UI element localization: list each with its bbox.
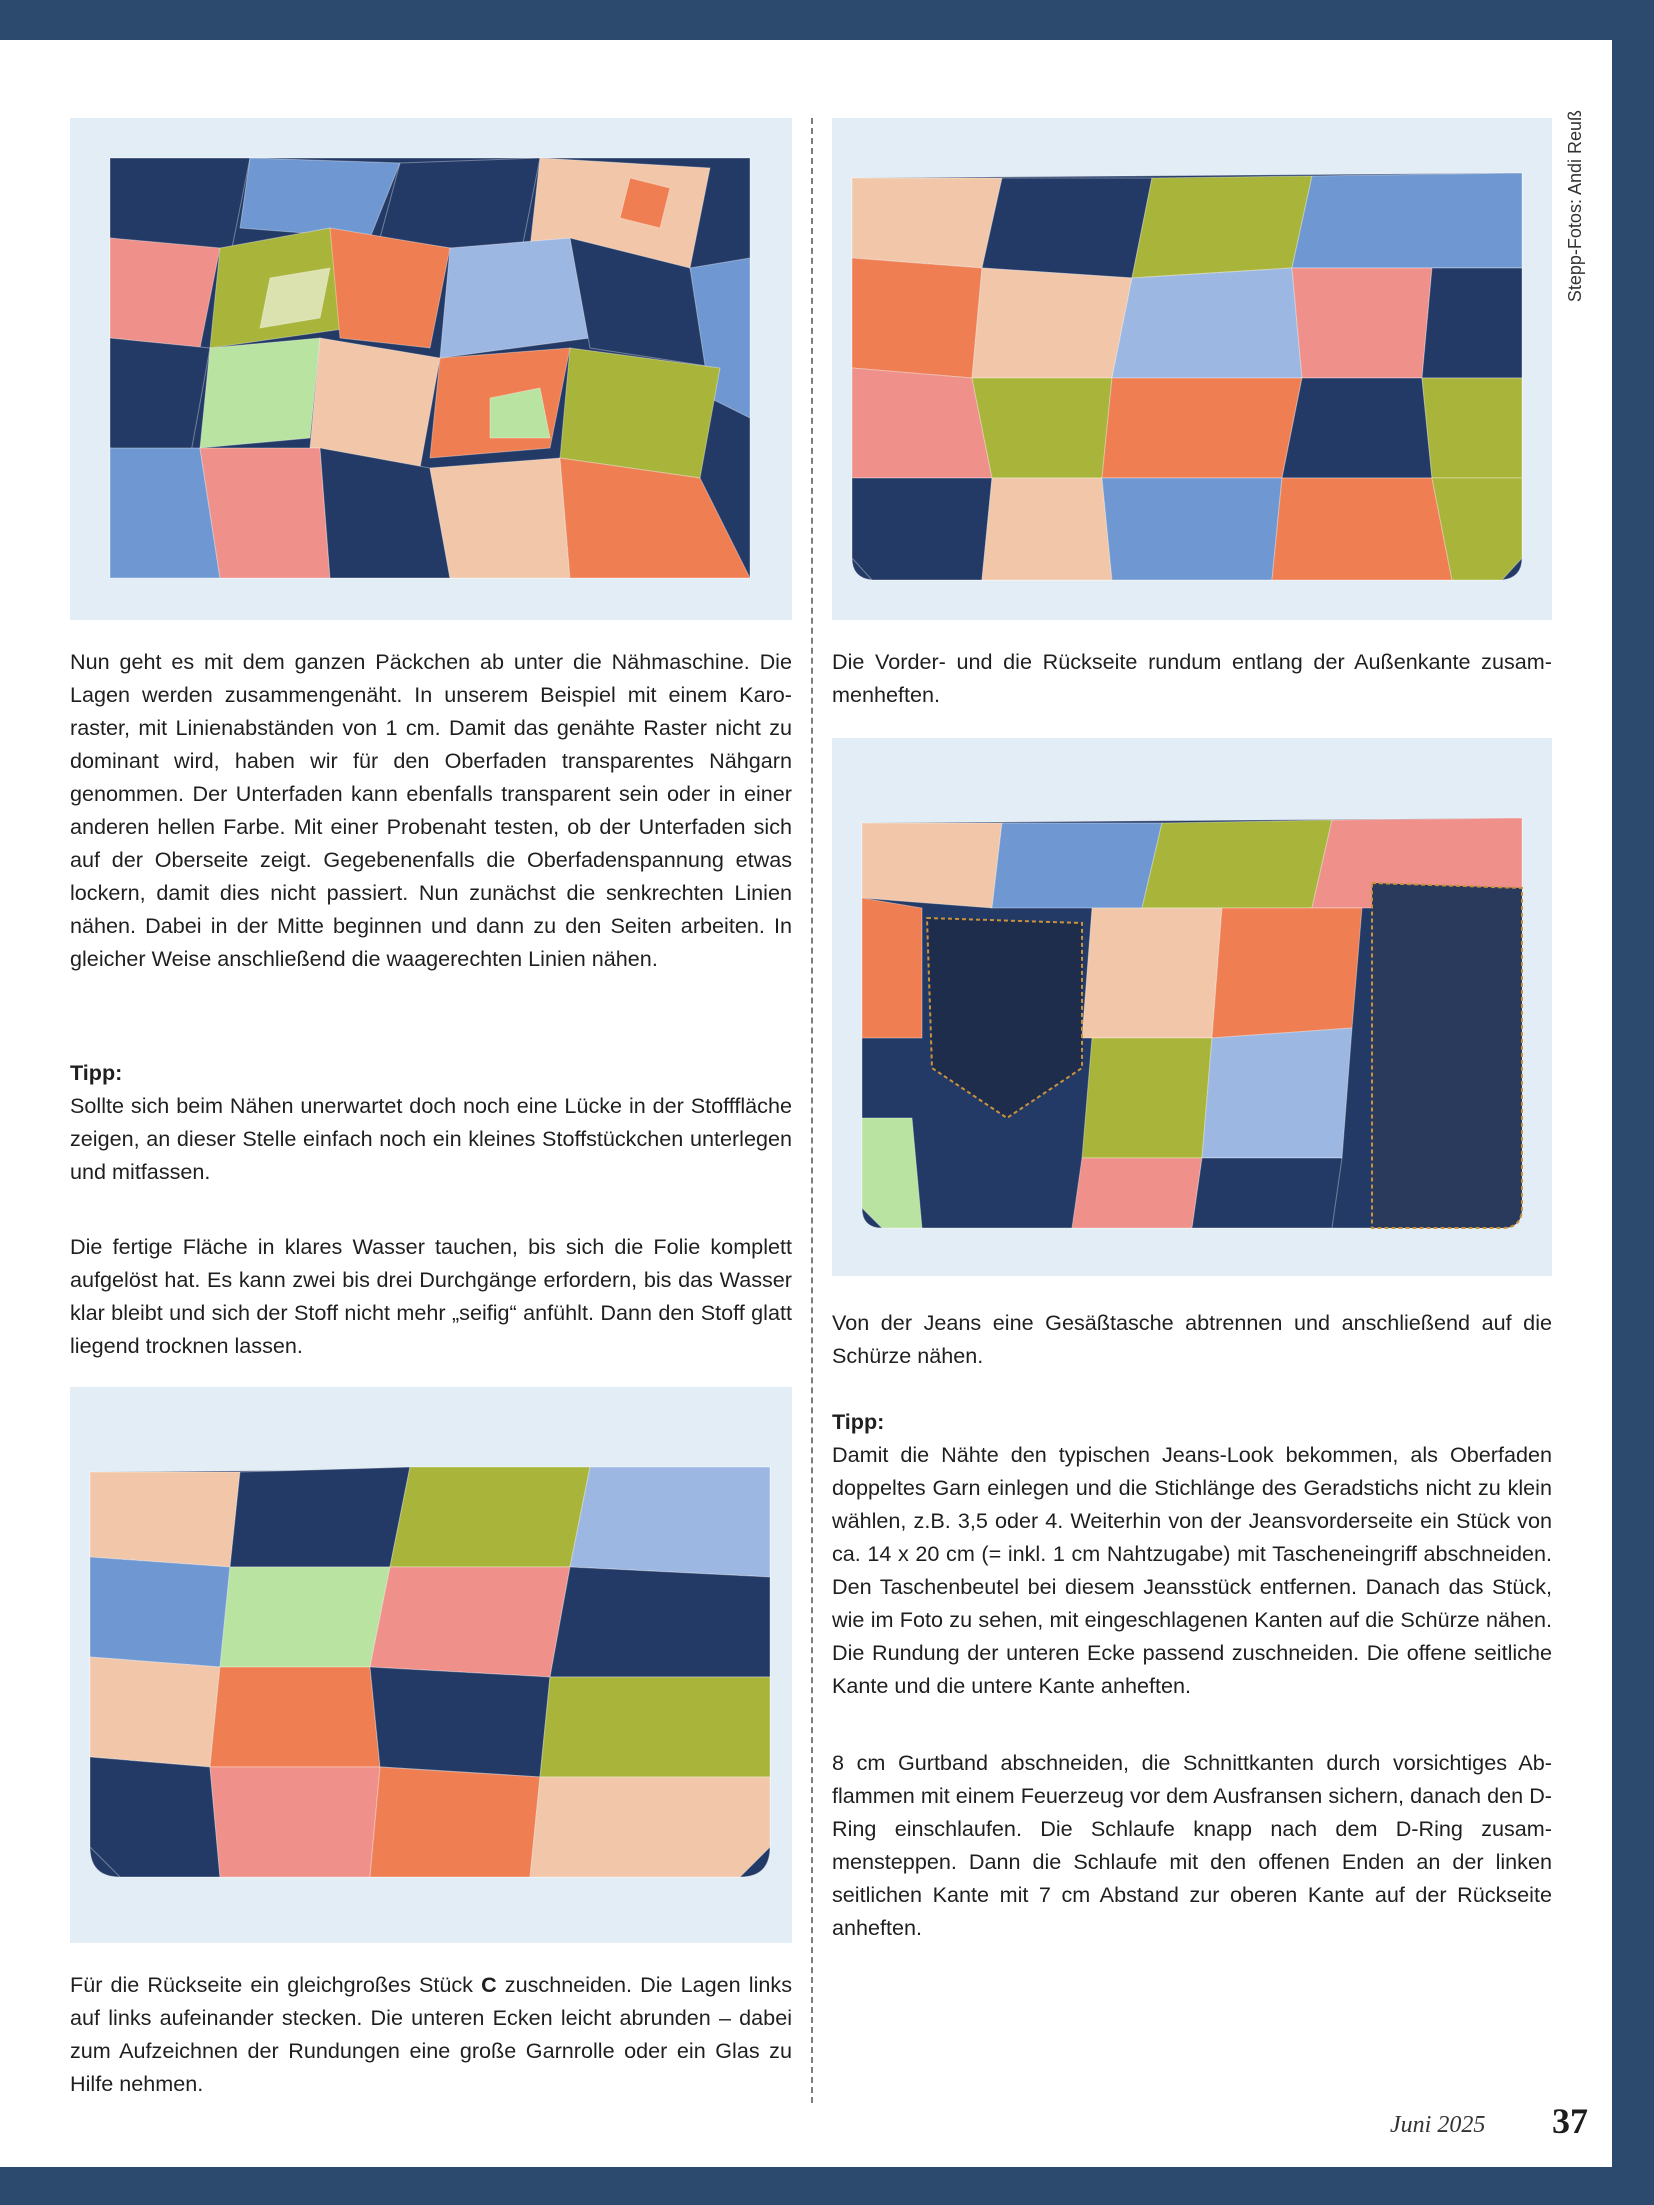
photo-front-back-tacked [832,118,1552,620]
column-divider [811,118,813,2103]
caption-suffix: zuschneiden. Die Lagen links auf links aufeinander stecken. Die unteren Ecken leicht abrunden – dabei zum Aufzeichnen der Rundungen eine große Garnrolle oder ein Glas zu Hilfe nehmen. [70,1972,792,2096]
tip-text-right: Damit die Nähte den typischen Jeans-Look bekommen, als Oberfaden doppeltes Garn einlegen und die Stichlänge des Geradstichs nicht zu klein wählen, z.B. 3,5 oder 4. Weiterhin von der Jeansvorderseite ein Stück von ca. 14 x 20 cm (= inkl. 1 cm Nahtzugabe) mit Tascheneingriff abschneiden. Den Taschenbeutel bei diesem Jeansstück entfernen. Danach das Stück, wie im Foto zu sehen, mit eingeschlagenen Kanten auf die Schürze nähen. Die Rundung der unteren Ecke passend zuschneiden. Die offene seitliche Kante und die untere Kante anheften. [832,1442,1552,1698]
caption-prefix: Für die Rückseite ein gleichgroßes Stück [70,1972,482,1997]
photo-rounded-corners [70,1387,792,1943]
tip-title-right: Tipp: [832,1409,885,1434]
tip-text-left: Sollte sich beim Nähen unerwartet doch noch eine Lücke in der Stofffläche zeigen, an dieser Stelle einfach noch ein kleines Stoffstückchen unterlegen und mitfassen. [70,1093,792,1184]
photo-jeans-pocket [832,738,1552,1276]
photo-quilted-patchwork [70,118,792,620]
page-frame-right [1612,0,1654,2205]
caption-tacking: Die Vorder- und die Rückseite rundum entlang der Außenkante zusammenheften. [832,649,1552,707]
tip-title-left: Tipp: [70,1060,123,1085]
page-frame-bottom [0,2167,1654,2205]
footer-date: Juni 2025 [1390,2112,1486,2138]
caption-jeans-pocket: Von der Jeans eine Gesäßtasche abtrennen und anschließend auf die Schürze nähen. [832,1310,1552,1368]
paragraph-rinse: Die fertige Fläche in klares Wasser tauchen, bis sich die Folie komplett aufgelöst hat. Es kann zwei bis drei Durchgänge erfordern, bis das Wasser klar bleibt und sich der Stoff nicht mehr „seifig“ anfühlt. Dann den Stoff glatt liegend trocknen lassen. [70,1234,792,1358]
caption-rounded-corners [70,1968,792,2100]
paragraph-sewing: Nun geht es mit dem ganzen Päckchen ab unter die Nähmaschine. Die Lagen werden zusammengenäht. In unserem Beispiel mit einem Karoraster, mit Linienabständen von 1 cm. Damit das genähte Raster nicht zu dominant wird, haben wir für den Oberfaden transparentes Nähgarn genommen. Der Unterfaden kann ebenfalls transparent sein oder in einer anderen hellen Farbe. Mit einer Probenaht testen, ob der Unterfaden sich auf der Oberseite zeigt. Gegebenenfalls die Oberfadenspannung etwas lockern, damit dies nicht passiert. Nun zunächst die senkrechten Linien nähen. Dabei in der Mitte beginnen und dann zu den Seiten arbeiten. In gleicher Weise anschließend die waagerechten Linien nähen. [70,649,792,971]
caption-piece-letter: C [481,1972,497,1997]
page-number: 37 [1552,2101,1588,2141]
page-frame-top [0,0,1654,40]
photo-credit: Stepp-Fotos: Andi Reuß [1565,110,1585,303]
paragraph-webbing: 8 cm Gurtband abschneiden, die Schnittkanten durch vorsichtiges Abflammen mit einem Feuerzeug vor dem Ausfransen sichern, danach den D-Ring einschlaufen. Die Schlaufe knapp nach dem D-Ring zusammensteppen. Dann die Schlaufe mit den offenen Enden an der linken seitlichen Kante mit 7 cm Abstand zur oberen Kante auf der Rückseite anheften. [832,1750,1552,1940]
